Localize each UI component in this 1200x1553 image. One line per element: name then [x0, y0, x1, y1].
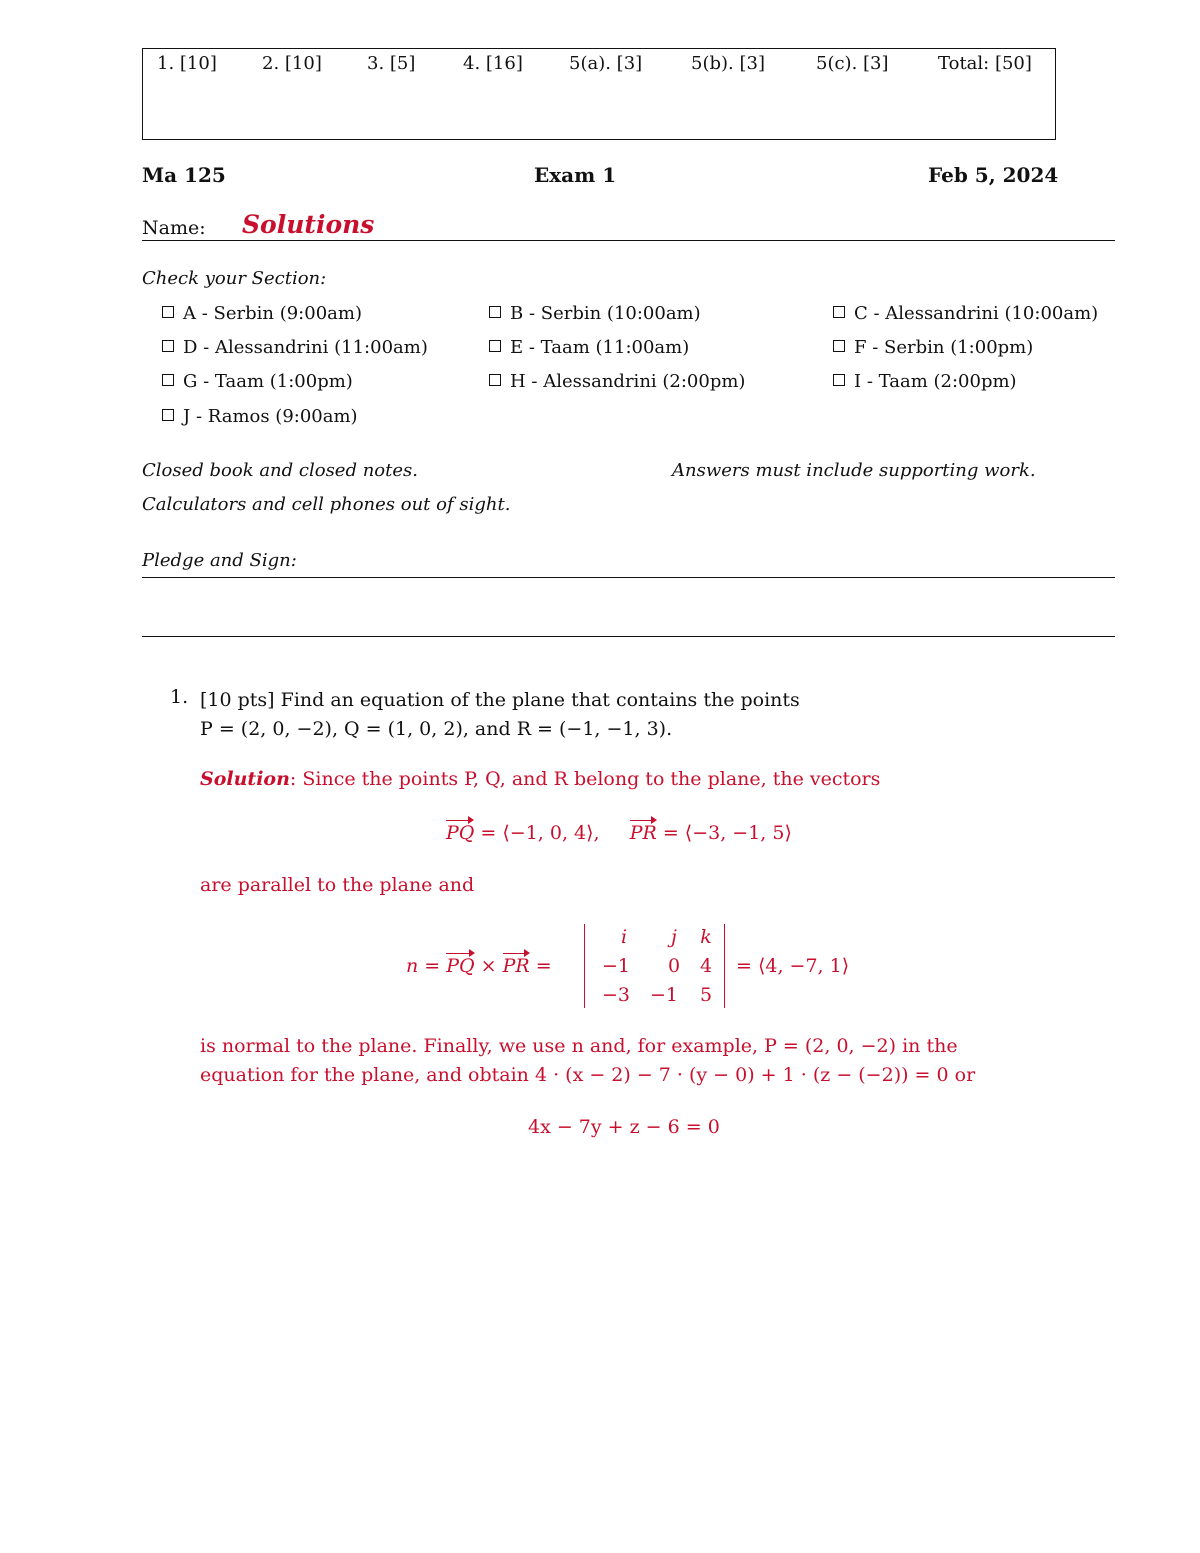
section-option-b[interactable]: B - Serbin (10:00am) — [489, 303, 701, 324]
matrix-cell: i — [620, 926, 628, 948]
cross-equals: = — [535, 955, 552, 977]
pr-vector: PR — [629, 822, 657, 844]
matrix-cell: −1 — [649, 984, 678, 1006]
score-q1: 1. [10] — [157, 53, 217, 74]
matrix-cell: −1 — [601, 955, 630, 977]
note-calculators: Calculators and cell phones out of sight. — [142, 494, 511, 515]
cross-times: × — [480, 955, 497, 977]
final-equation: 4x − 7y + z − 6 = 0 — [528, 1116, 720, 1138]
pledge-line — [142, 577, 1115, 578]
checkbox-icon[interactable] — [162, 306, 174, 318]
question-line-2: P = (2, 0, −2), Q = (1, 0, 2), and R = (−1, −1, 3). — [200, 718, 673, 740]
checkbox-icon[interactable] — [489, 340, 501, 352]
solution-label: Solution — [200, 768, 290, 790]
question-text — [200, 686, 800, 744]
course-title: Ma 125 — [142, 163, 226, 187]
section-option-d[interactable]: D - Alessandrini (11:00am) — [162, 337, 428, 358]
checkbox-icon[interactable] — [489, 374, 501, 386]
vector-equations — [446, 822, 792, 844]
checkbox-icon[interactable] — [833, 374, 845, 386]
name-value: Solutions — [242, 210, 375, 239]
score-q2: 2. [10] — [262, 53, 322, 74]
question-line-1: [10 pts] Find an equation of the plane that contains the points — [200, 689, 800, 711]
matrix-cell: j — [671, 926, 677, 948]
section-option-e[interactable]: E - Taam (11:00am) — [489, 337, 689, 358]
solution-intro-text: : Since the points P, Q, and R belong to the plane, the vectors — [289, 768, 881, 790]
checkbox-icon[interactable] — [162, 374, 174, 386]
score-q5b: 5(b). [3] — [691, 53, 765, 74]
pq-vector-cross: PQ — [446, 955, 475, 977]
section-option-f[interactable]: F - Serbin (1:00pm) — [833, 337, 1033, 358]
pq-value: = ⟨−1, 0, 4⟩, — [480, 822, 600, 844]
pr-vector-cross: PR — [502, 955, 530, 977]
determinant-left-bar — [584, 924, 585, 1008]
solution-intro — [200, 768, 880, 790]
matrix-cell: −3 — [601, 984, 630, 1006]
name-line — [142, 240, 1115, 241]
section-option-g[interactable]: G - Taam (1:00pm) — [162, 371, 353, 392]
normal-text-line-2: equation for the plane, and obtain 4 · (x − 2) − 7 · (y − 0) + 1 · (z − (−2)) = 0 or — [200, 1064, 976, 1086]
question-number: 1. — [170, 686, 189, 708]
section-option-h[interactable]: H - Alessandrini (2:00pm) — [489, 371, 745, 392]
name-label: Name: — [142, 217, 206, 239]
matrix-cell: 0 — [667, 955, 681, 977]
cross-product-lhs — [406, 955, 552, 977]
checkbox-icon[interactable] — [162, 409, 174, 421]
section-title: Check your Section: — [142, 268, 327, 289]
section-option-j[interactable]: J - Ramos (9:00am) — [162, 406, 358, 427]
checkbox-icon[interactable] — [833, 306, 845, 318]
exam-date: Feb 5, 2024 — [928, 163, 1059, 187]
pledge-label: Pledge and Sign: — [142, 550, 297, 571]
signature-line — [142, 636, 1115, 637]
score-q3: 3. [5] — [367, 53, 416, 74]
section-option-c[interactable]: C - Alessandrini (10:00am) — [833, 303, 1098, 324]
normal-vector: n = — [406, 955, 447, 977]
score-q5a: 5(a). [3] — [569, 53, 643, 74]
cross-product-result: = ⟨4, −7, 1⟩ — [736, 955, 850, 977]
score-q5c: 5(c). [3] — [816, 53, 889, 74]
score-total: Total: [50] — [938, 53, 1032, 74]
score-q4: 4. [16] — [463, 53, 523, 74]
pq-vector: PQ — [446, 822, 475, 844]
pr-value: = ⟨−3, −1, 5⟩ — [662, 822, 792, 844]
exam-title: Exam 1 — [534, 163, 617, 187]
determinant-right-bar — [724, 924, 725, 1008]
checkbox-icon[interactable] — [833, 340, 845, 352]
note-closed-book: Closed book and closed notes. — [142, 460, 418, 481]
section-option-i[interactable]: I - Taam (2:00pm) — [833, 371, 1017, 392]
note-supporting-work: Answers must include supporting work. — [672, 460, 1036, 481]
matrix-cell: k — [700, 926, 712, 948]
parallel-text: are parallel to the plane and — [200, 874, 475, 896]
normal-text-line-1: is normal to the plane. Finally, we use n and, for example, P = (2, 0, −2) in the — [200, 1035, 958, 1057]
checkbox-icon[interactable] — [489, 306, 501, 318]
matrix-cell: 4 — [699, 955, 713, 977]
checkbox-icon[interactable] — [162, 340, 174, 352]
matrix-cell: 5 — [699, 984, 713, 1006]
section-option-a[interactable]: A - Serbin (9:00am) — [162, 303, 362, 324]
